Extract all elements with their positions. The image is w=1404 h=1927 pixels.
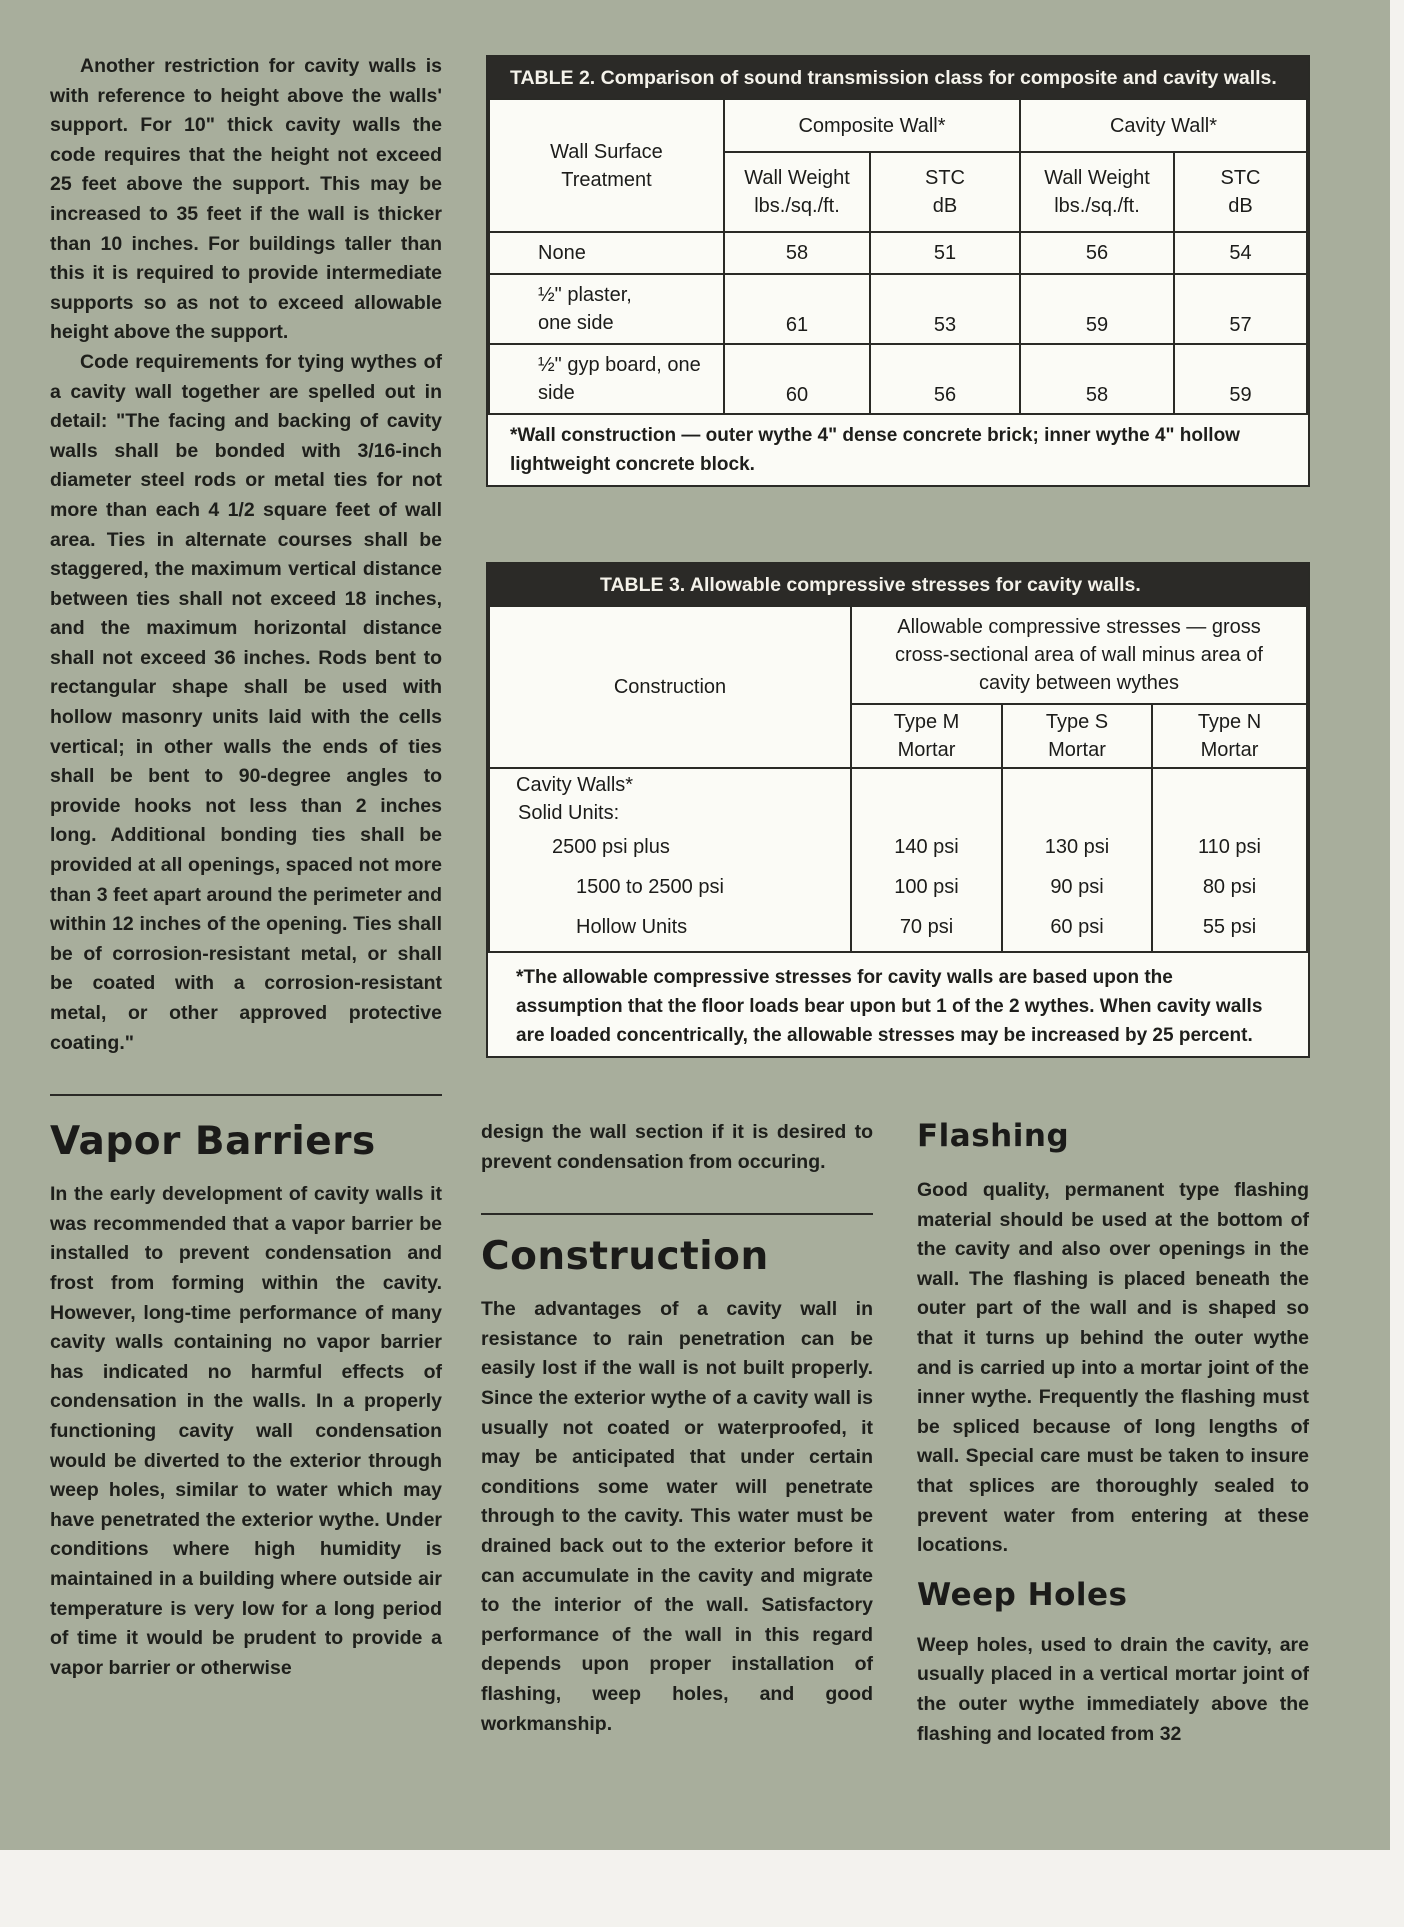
value: 70 psi	[899, 916, 954, 938]
section-divider	[481, 1213, 873, 1215]
construction-text: The advantages of a cavity wall in resistance to rain penetration can be easily lost if the wall is not built properly. Since the exterior wythe of a cavity wall is usually not coated or waterproofed, it may be anticipated that under certain conditions some water will penetrate through to the cavity. This water must be drained back out to the exterior before it can accumulate in the cavity and migrate to the interior of the wall. Satisfactory performance of the wall in this regard depends upon proper installation of flashing, weep holes, and good workmanship.	[481, 1298, 873, 1735]
composite-stc-cell: 53	[870, 274, 1020, 344]
row-label: 1500 to 2500 psi	[576, 876, 724, 898]
table-row	[489, 232, 1307, 274]
table-2-grid	[488, 98, 1308, 415]
value: 130 psi	[1044, 836, 1110, 858]
height-paragraph: Another restriction for cavity walls is with reference to height above the walls' support. For 10" thick cavity walls the code requires that the height not exceed 25 feet above the support. This may be increased to 35 feet if the wall is thicker than 10 inches. For buildings taller than this it is required to provide intermediate supports so as not to exceed allowable height above the support.	[50, 55, 442, 344]
header-cavity: Cavity Wall*	[1020, 99, 1307, 152]
header-treatment: Wall Surface Treatment	[489, 99, 724, 232]
section-divider	[50, 1094, 442, 1096]
header-composite-weight: Wall Weight lbs./sq./ft.	[724, 152, 870, 232]
value: 60 psi	[1050, 916, 1104, 938]
value: 90 psi	[1050, 876, 1104, 898]
value: 100 psi	[894, 876, 959, 898]
ties-paragraph: Code requirements for tying wythes of a cavity wall together are spelled out in detail: "The facing and backing of cavity walls shall be bonded with 3/16-inch diameter steel rods or metal ties for not more than each 4 1/2 square feet of wall area. Ties in alternate courses shall be staggered, the maximum vertical distance between ties shall not exceed 18 inches, and the maximum horizontal distance shall not exceed 36 inches. Rods bent to rectangular shape shall be used with hollow masonry units laid with the cells vertical; in other walls the ends of ties shall be bent to 90-degree angles to provide hooks not less than 2 inches long. Additional bonding ties shall be provided at all openings, spaced not more than 3 feet apart around the perimeter and within 12 inches of the opening. Ties shall be of corrosion-resistant metal, or shall be coated with a corrosion-resistant metal, or other approved protective coating."	[50, 350, 442, 1054]
solid-units-label: Solid Units:	[518, 802, 620, 824]
table-3-footnote: *The allowable compressive stresses for cavity walls are based upon the assumption that the floor loads bear upon but 1 of the 2 wythes. When cavity walls are loaded concentrically, the allowable stresses may be increased by 25 percent.	[516, 967, 1263, 1046]
table-row	[489, 344, 1307, 414]
type-s-cell	[1002, 768, 1152, 952]
flashing-heading: Flashing	[917, 1118, 1070, 1154]
composite-weight-cell: 61	[724, 274, 870, 344]
row-label: ½" gyp board, one side	[489, 344, 724, 414]
header-type-n: Type N Mortar	[1152, 704, 1307, 768]
header-cavity-stc: STC dB	[1174, 152, 1307, 232]
cavity-weight-cell: 59	[1020, 274, 1174, 344]
row-label: None	[489, 232, 724, 274]
header-composite: Composite Wall*	[724, 99, 1020, 152]
composite-weight-cell: 60	[724, 344, 870, 414]
right-column	[917, 1116, 1309, 1749]
table-2-footnote: *Wall construction — outer wythe 4" dense concrete brick; inner wythe 4" hollow lightweight concrete block.	[510, 425, 1240, 475]
header-construction: Construction	[489, 606, 851, 768]
header-type-s: Type S Mortar	[1002, 704, 1152, 768]
type-n-cell	[1152, 768, 1307, 952]
table-row	[489, 274, 1307, 344]
row-label: ½" plaster, one side	[489, 274, 724, 344]
table-2	[486, 55, 1310, 487]
value: 110 psi	[1197, 836, 1261, 858]
table-2-title: TABLE 2. Comparison of sound transmission class for composite and cavity walls.	[488, 57, 1308, 98]
table-3	[486, 562, 1310, 1058]
header-composite-stc: STC dB	[870, 152, 1020, 232]
flashing-text: Good quality, permanent type flashing material should be used at the bottom of the cavity and also over openings in the wall. The flashing is placed beneath the outer part of the wall and is shaped so that it turns up behind the outer wythe and is carried up into a mortar joint of the inner wythe. Frequently the flashing must be spliced because of long lengths of wall. Special care must be taken to insure that splices are thoroughly sealed to prevent water from entering at these locations.	[917, 1179, 1309, 1557]
construction-heading: Construction	[481, 1234, 769, 1280]
value: 80 psi	[1202, 876, 1257, 898]
cavity-weight-cell: 56	[1020, 232, 1174, 274]
left-column	[50, 52, 442, 1683]
header-cavity-weight: Wall Weight lbs./sq./ft.	[1020, 152, 1174, 232]
header-type-m: Type M Mortar	[851, 704, 1002, 768]
middle-column	[481, 1118, 873, 1739]
vapor-barriers-text: In the early development of cavity walls it was recommended that a vapor barrier be installed to prevent condensation and frost from forming within the cavity. However, long-time performance of many cavity walls containing no vapor barrier has indicated no harmful effects of condensation in the walls. In a properly functioning cavity wall condensation would be diverted to the exterior through weep holes, similar to water which may have penetrated the exterior wythe. Under conditions where high humidity is maintained in a building where outside air temperature is very low for a long period of time it would be prudent to provide a vapor barrier or otherwise	[50, 1183, 442, 1679]
row-label: Hollow Units	[576, 916, 688, 938]
cavity-weight-cell: 58	[1020, 344, 1174, 414]
table-body	[489, 768, 1307, 952]
header-allowable: Allowable compressive stresses — gross cross-sectional area of wall minus area of cavity between wythes	[851, 606, 1307, 704]
composite-stc-cell: 56	[870, 344, 1020, 414]
construction-cell	[489, 768, 851, 952]
vapor-barriers-heading: Vapor Barriers	[50, 1119, 376, 1165]
weep-holes-heading: Weep Holes	[917, 1576, 1128, 1613]
row-label: 2500 psi plus	[552, 836, 670, 858]
cavity-stc-cell: 54	[1174, 232, 1307, 274]
vapor-barriers-continued: design the wall section if it is desired to prevent condensation from occuring.	[481, 1121, 873, 1173]
weep-holes-text: Weep holes, used to drain the cavity, are usually placed in a vertical mortar joint of the outer wythe immediately above the flashing and located from 32	[917, 1633, 1309, 1745]
cavity-stc-cell: 57	[1174, 274, 1307, 344]
composite-stc-cell: 51	[870, 232, 1020, 274]
cavity-walls-label: Cavity Walls*	[516, 774, 634, 796]
cavity-stc-cell: 59	[1174, 344, 1307, 414]
table-3-title: TABLE 3. Allowable compressive stresses for cavity walls.	[488, 564, 1308, 605]
type-m-cell	[851, 768, 1002, 952]
value: 140 psi	[894, 836, 959, 858]
value: 55 psi	[1202, 916, 1257, 938]
table-3-grid	[488, 605, 1308, 953]
composite-weight-cell: 58	[724, 232, 870, 274]
